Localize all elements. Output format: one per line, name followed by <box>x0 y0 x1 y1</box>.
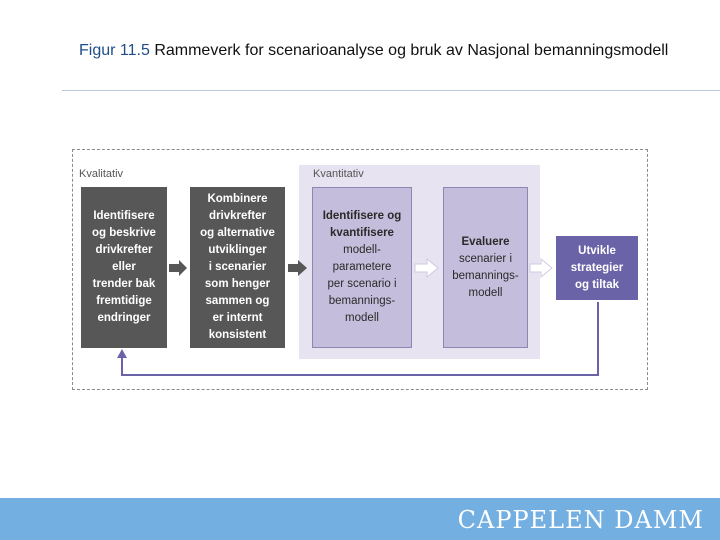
arrow-1-icon <box>169 260 187 276</box>
box-combine-scenarios: Kombinere drivkrefter og alternative utviklinger i scenarier som henger sammen og er internt konsistent <box>190 187 285 348</box>
feedback-arrowhead-icon <box>117 349 127 358</box>
box-quantify-parameters: Identifisere og kvantifisere modell- parametere per scenario i bemannings- modell <box>312 187 412 348</box>
box-identify-drivers: Identifisere og beskrive drivkrefter eller trender bak fremtidige endringer <box>81 187 167 348</box>
box-evaluate-scenarios: Evaluere scenarier i bemannings- modell <box>443 187 528 348</box>
qualitative-label: Kvalitativ <box>79 168 124 180</box>
arrow-2-icon <box>288 260 307 276</box>
figure-label: Figur 11.5 <box>79 42 150 59</box>
feedback-loop-line <box>122 302 598 375</box>
arrow-3-icon <box>415 259 438 277</box>
brand-logo: CAPPELEN DAMM <box>457 506 704 534</box>
figure-title-text: Rammeverk for scenarioanalyse og bruk av Nasjonal bemanningsmodell <box>154 42 669 59</box>
quantitative-label: Kvantitativ <box>313 168 364 180</box>
arrow-4-icon <box>530 259 552 277</box>
footer-bar <box>0 498 720 540</box>
box-develop-strategies: Utvikle strategier og tiltak <box>556 236 638 300</box>
